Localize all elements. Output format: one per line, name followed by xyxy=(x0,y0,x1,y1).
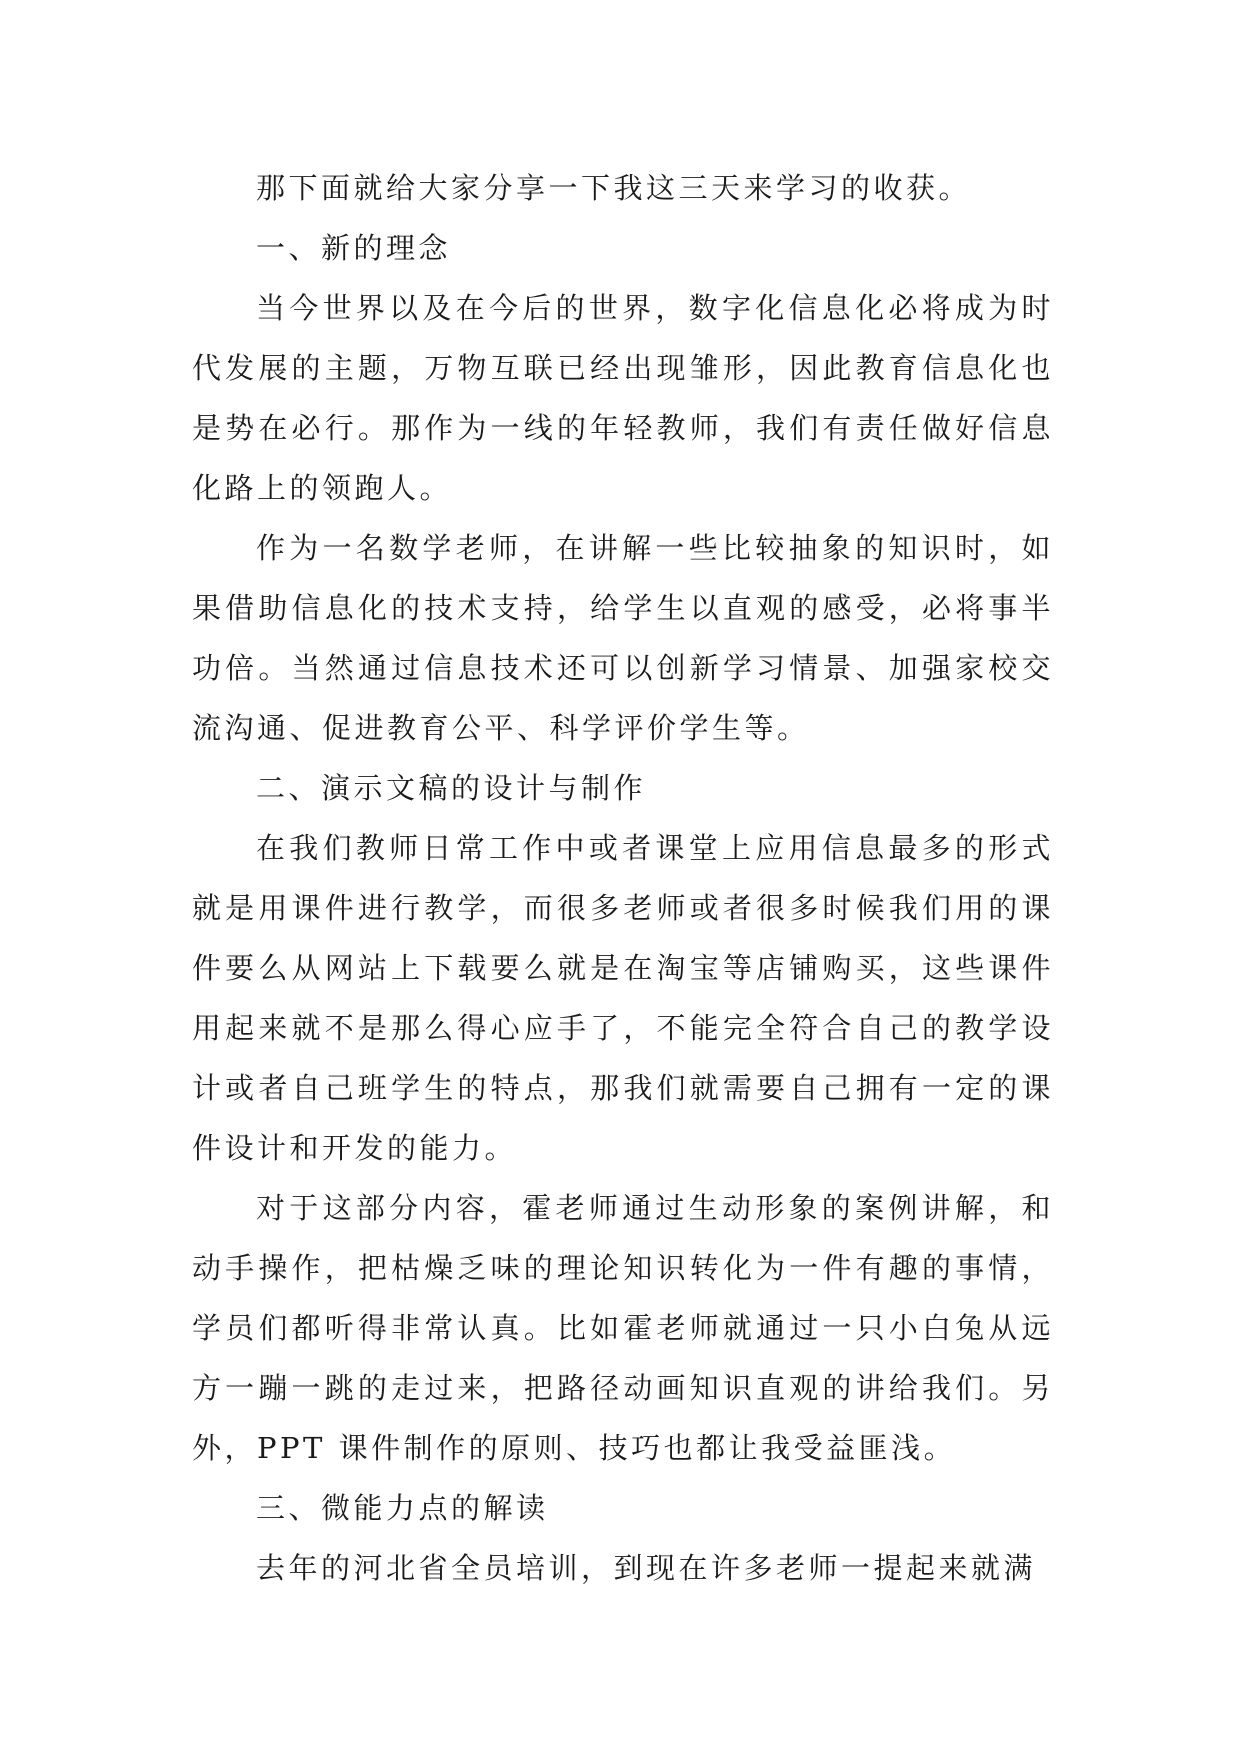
paragraph-intro: 那下面就给大家分享一下我这三天来学习的收获。 xyxy=(256,171,972,205)
section-heading-2: 二、演示文稿的设计与制作 xyxy=(256,771,647,805)
section-heading-1: 一、新的理念 xyxy=(256,231,452,265)
paragraph-body: 作为一名数学老师，在讲解一些比较抽象的知识时，如果借助信息化的技术支持，给学生以直观的感受，必将事半功倍。当然通过信息技术还可以创新学习情景、加强家校交流沟通、促进教育公平、科学评价学生等。 xyxy=(192,531,1054,745)
section-heading-3: 三、微能力点的解读 xyxy=(256,1491,549,1525)
paragraph-body: 在我们教师日常工作中或者课堂上应用信息最多的形式就是用课件进行教学，而很多老师或者很多时候我们用的课件要么从网站上下载要么就是在淘宝等店铺购买，这些课件用起来就不是那么得心应手了，不能完全符合自己的教学设计或者自己班学生的特点，那我们就需要自己拥有一定的课件设计和开发的能力。 xyxy=(192,831,1054,1165)
document-body xyxy=(192,158,1054,1598)
paragraph-body: 当今世界以及在今后的世界，数字化信息化必将成为时代发展的主题，万物互联已经出现雏形，因此教育信息化也是势在必行。那作为一线的年轻教师，我们有责任做好信息化路上的领跑人。 xyxy=(192,291,1054,505)
paragraph-body: 去年的河北省全员培训，到现在许多老师一提起来就满 xyxy=(256,1551,1037,1585)
paragraph-body: 对于这部分内容，霍老师通过生动形象的案例讲解，和动手操作，把枯燥乏味的理论知识转化为一件有趣的事情，学员们都听得非常认真。比如霍老师就通过一只小白兔从远方一蹦一跳的走过来，把路径动画知识直观的讲给我们。另外，PPT 课件制作的原则、技巧也都让我受益匪浅。 xyxy=(192,1191,1054,1465)
